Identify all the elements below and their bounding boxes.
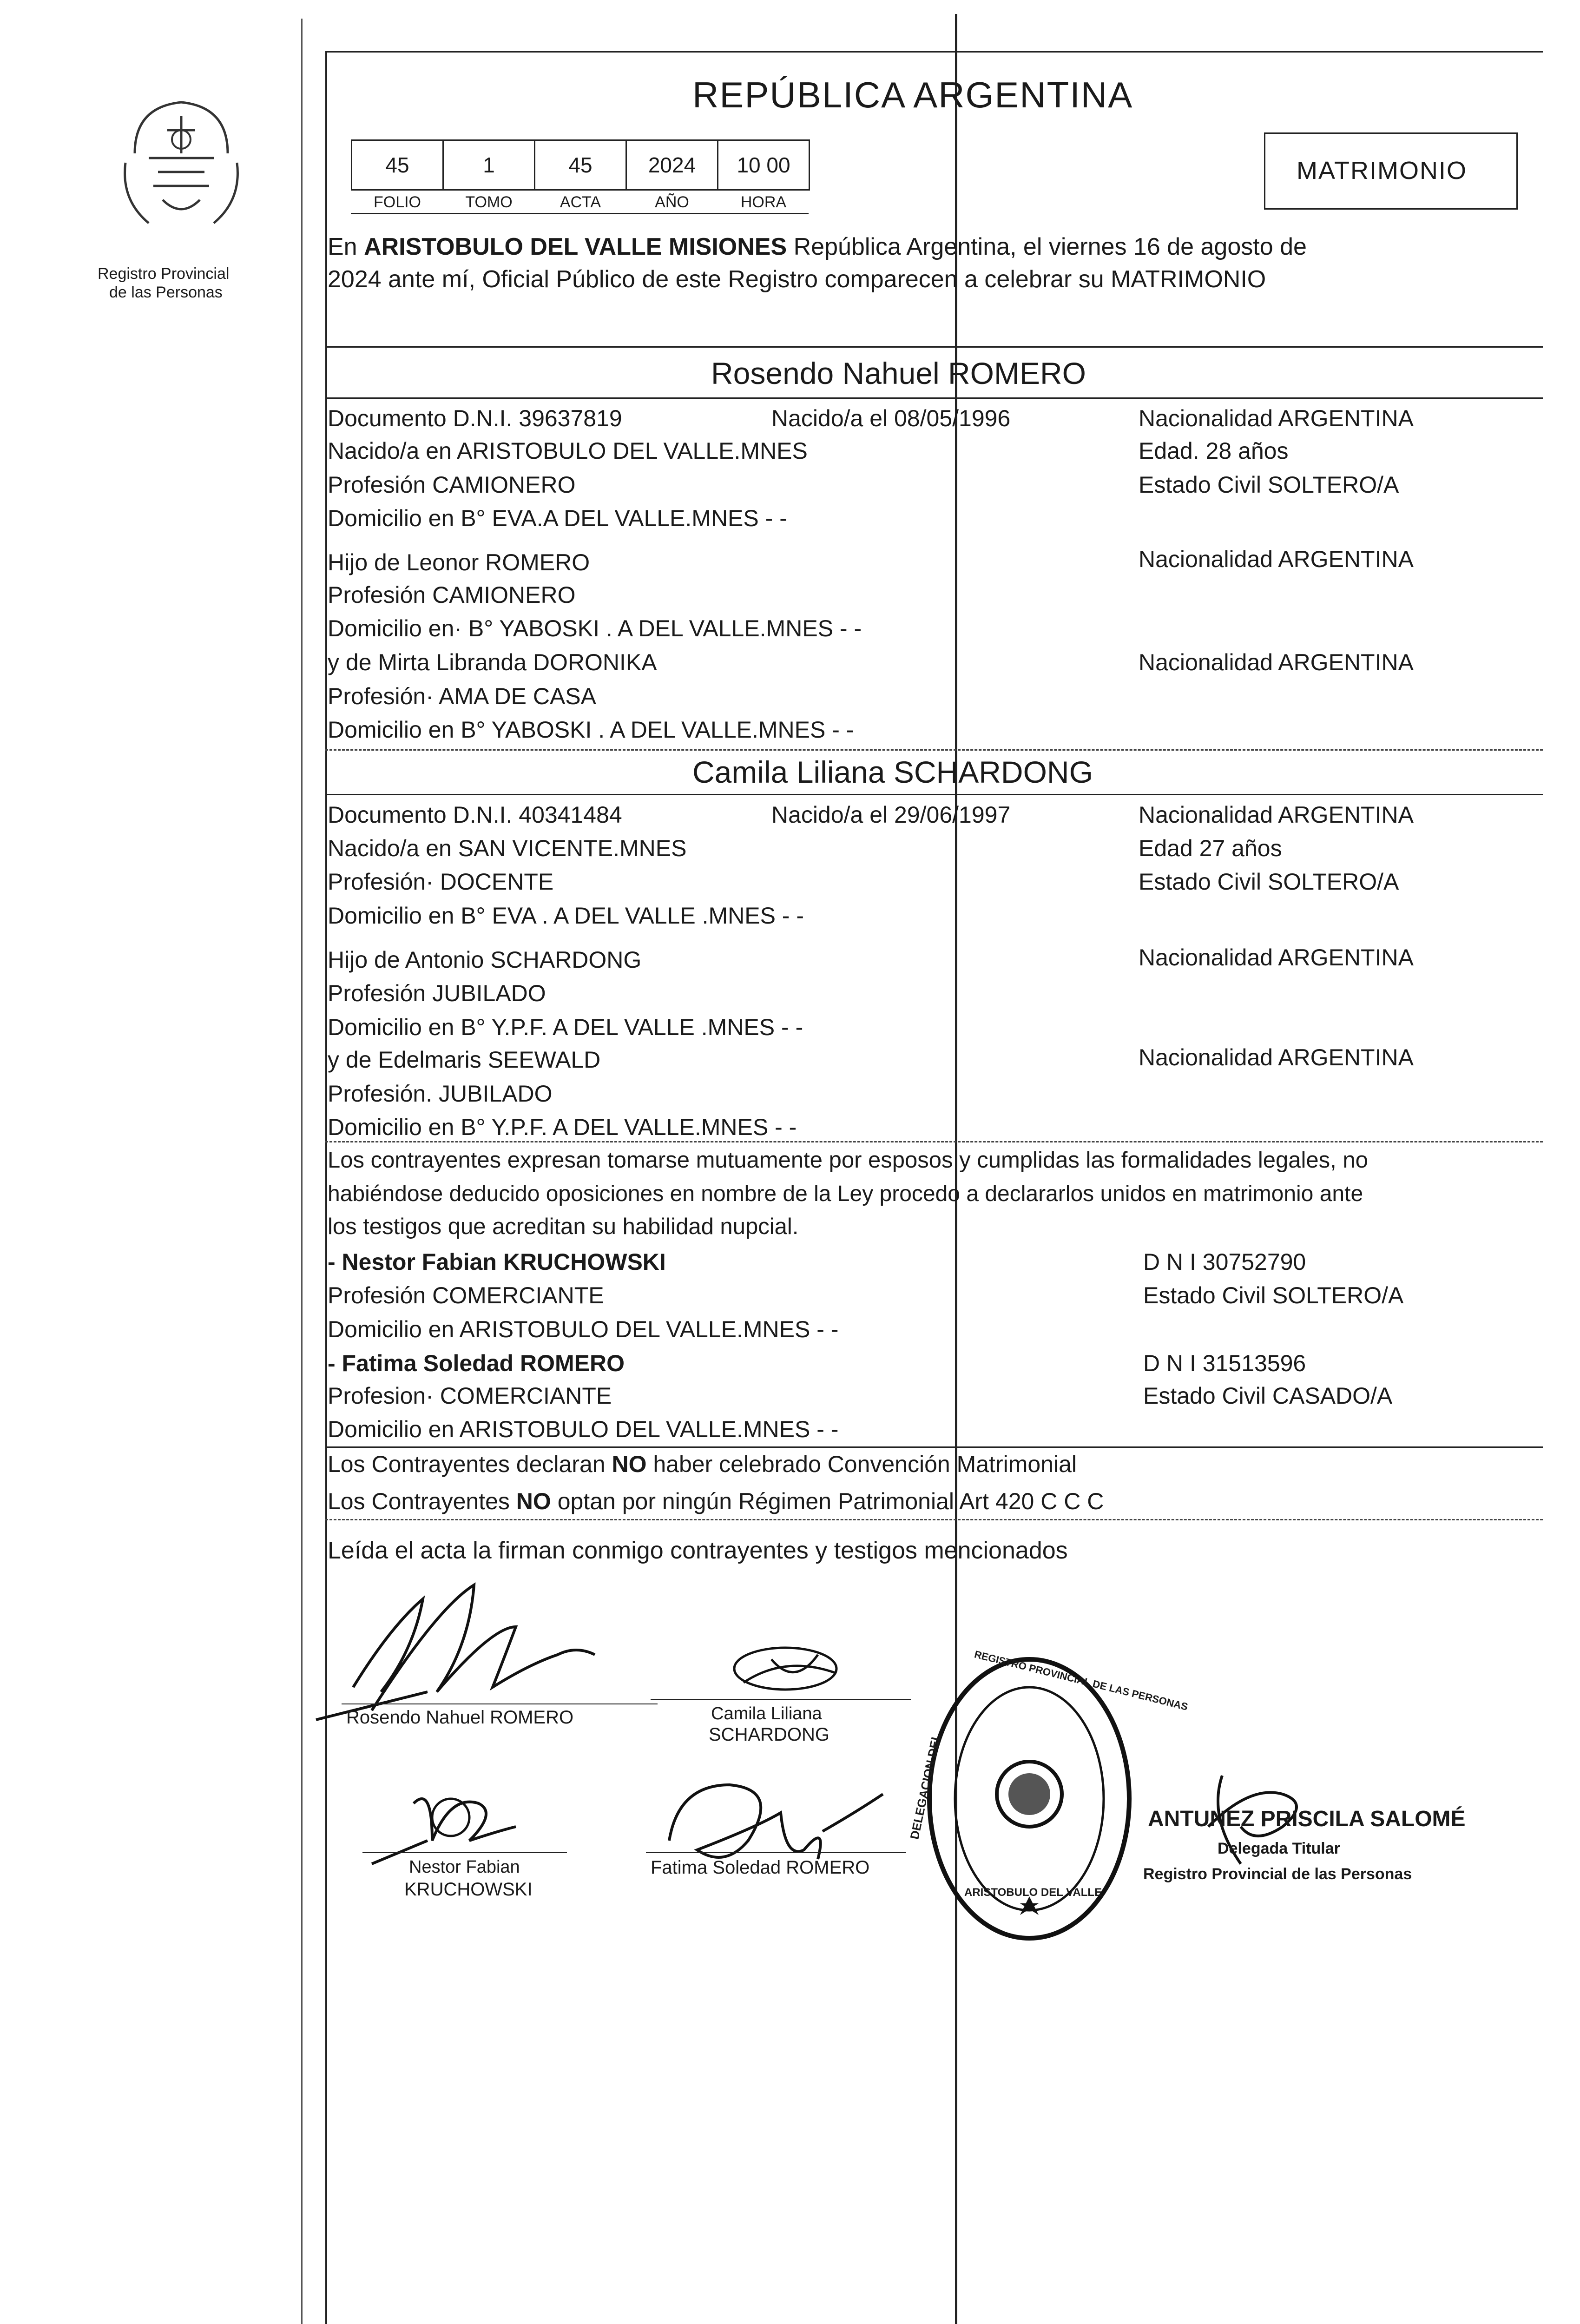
witness-2-name: - Fatima Soledad ROMERO bbox=[328, 1350, 625, 1376]
bride-name: Camila Liliana SCHARDONG bbox=[692, 755, 1093, 789]
bride-mother-profesion: Profesión. JUBILADO bbox=[328, 1081, 553, 1107]
declaration-line-2: habiéndose deducido oposiciones en nombre de la Ley procedo a declararlos unidos en matrimonio ante bbox=[328, 1182, 1363, 1206]
register-label-folio: FOLIO bbox=[373, 193, 421, 211]
witness-1-name: - Nestor Fabian KRUCHOWSKI bbox=[328, 1249, 666, 1275]
page-title: REPÚBLICA ARGENTINA bbox=[692, 74, 1133, 115]
intro-prefix: En bbox=[328, 233, 357, 260]
bride-nacido-en: Nacido/a en SAN VICENTE.MNES bbox=[328, 835, 687, 861]
left-frame-rule bbox=[325, 51, 327, 2324]
bride-father-nacionalidad: Nacionalidad ARGENTINA bbox=[1139, 944, 1414, 971]
register-label-hora: HORA bbox=[740, 193, 787, 211]
groom-mother: y de Mirta Libranda DORONIKA bbox=[328, 649, 657, 675]
convencion-clause-pre: Los Contrayentes declaran bbox=[328, 1451, 612, 1477]
convencion-clause bbox=[328, 1452, 1077, 1476]
bride-documento: Documento D.N.I. 40341484 bbox=[328, 802, 622, 828]
bride-estado-civil: Estado Civil SOLTERO/A bbox=[1139, 869, 1399, 895]
bride-mother-domicilio: Domicilio en B° Y.P.F. A DEL VALLE.MNES - - bbox=[328, 1114, 797, 1140]
logo-caption-line1: Registro Provincial bbox=[98, 265, 230, 283]
bride-father: Hijo de Antonio SCHARDONG bbox=[328, 947, 642, 973]
groom-mother-profesion: Profesión· AMA DE CASA bbox=[328, 683, 597, 709]
register-value-acta: 45 bbox=[534, 139, 627, 191]
groom-father: Hijo de Leonor ROMERO bbox=[328, 549, 590, 575]
regimen-clause-no: NO bbox=[516, 1488, 551, 1514]
groom-domicilio: Domicilio en B° EVA.A DEL VALLE.MNES - - bbox=[328, 505, 787, 531]
registry-emblem-icon bbox=[107, 88, 256, 242]
register-label-underline bbox=[351, 213, 809, 214]
groom-signature-line bbox=[342, 1703, 658, 1704]
bride-section-divider bbox=[325, 1141, 1543, 1144]
bride-edad: Edad 27 años bbox=[1139, 835, 1282, 861]
register-value-ano: 2024 bbox=[625, 139, 718, 191]
bride-father-profesion: Profesión JUBILADO bbox=[328, 980, 546, 1006]
regimen-clause bbox=[328, 1490, 1104, 1513]
official-seal-icon bbox=[925, 1655, 1134, 1943]
bride-nacido-el: Nacido/a el 29/06/1997 bbox=[771, 802, 1011, 828]
regimen-clause-pre: Los Contrayentes bbox=[328, 1488, 516, 1514]
bride-profesion: Profesión· DOCENTE bbox=[328, 869, 554, 895]
official-name: ANTUNEZ PRISCILA SALOMÉ bbox=[1148, 1807, 1466, 1831]
doc-type-label: MATRIMONIO bbox=[1297, 157, 1467, 185]
left-margin-rule bbox=[301, 19, 303, 2324]
bride-name-underline bbox=[325, 794, 1543, 795]
groom-section-divider bbox=[325, 749, 1543, 752]
declaration-line-1: Los contrayentes expresan tomarse mutuamente por esposos y cumplidas las formalidades legales, no bbox=[328, 1148, 1368, 1173]
intro-date: República Argentina, el viernes 16 de agosto de bbox=[793, 233, 1307, 260]
witness-1-profesion: Profesión COMERCIANTE bbox=[328, 1282, 604, 1308]
witness-1-signature-line bbox=[362, 1852, 567, 1853]
groom-signature-label: Rosendo Nahuel ROMERO bbox=[346, 1707, 574, 1728]
intro-place: ARISTOBULO DEL VALLE MISIONES bbox=[364, 233, 787, 260]
convencion-clause-post: haber celebrado Convención Matrimonial bbox=[646, 1451, 1077, 1477]
regimen-clause-post: optan por ningún Régimen Patrimonial Art 420 C C C bbox=[551, 1488, 1104, 1514]
witness-1-signature-label-2: KRUCHOWSKI bbox=[404, 1879, 533, 1900]
bride-mother-nacionalidad: Nacionalidad ARGENTINA bbox=[1139, 1044, 1414, 1070]
top-frame-rule bbox=[325, 51, 1543, 53]
witness-1-dni: D N I 30752790 bbox=[1143, 1249, 1306, 1275]
bride-signature-icon bbox=[716, 1641, 864, 1701]
groom-nacido-el: Nacido/a el 08/05/1996 bbox=[771, 405, 1011, 431]
register-value-folio: 45 bbox=[351, 139, 444, 191]
groom-father-nacionalidad: Nacionalidad ARGENTINA bbox=[1139, 546, 1414, 572]
groom-estado-civil: Estado Civil SOLTERO/A bbox=[1139, 472, 1399, 498]
groom-nacido-en: Nacido/a en ARISTOBULO DEL VALLE.MNES bbox=[328, 438, 808, 464]
bride-mother: y de Edelmaris SEEWALD bbox=[328, 1047, 601, 1073]
witness-1-domicilio: Domicilio en ARISTOBULO DEL VALLE.MNES - - bbox=[328, 1316, 839, 1342]
groom-edad: Edad. 28 años bbox=[1139, 438, 1289, 464]
groom-father-profesion: Profesión CAMIONERO bbox=[328, 582, 576, 608]
stamp-ring-text: REGISTRO PROVINCIAL DE LAS PERSONAS bbox=[973, 1648, 1189, 1713]
stamp-inner-text: ARISTOBULO DEL VALLE bbox=[964, 1886, 1102, 1899]
bride-signature-label-2: SCHARDONG bbox=[709, 1724, 830, 1745]
witness-1-signature-label-1: Nestor Fabian bbox=[409, 1857, 520, 1877]
groom-name-underline bbox=[325, 397, 1543, 399]
groom-signature-icon bbox=[297, 1571, 651, 1729]
register-value-hora: 10 00 bbox=[717, 139, 810, 191]
registry-logo bbox=[107, 88, 256, 242]
groom-father-domicilio: Domicilio en· B° YABOSKI . A DEL VALLE.MNES - - bbox=[328, 615, 862, 641]
intro-line-2: 2024 ante mí, Oficial Público de este Registro comparecen a celebrar su MATRIMONIO bbox=[328, 266, 1266, 293]
convencion-clause-no: NO bbox=[612, 1451, 647, 1477]
witness-2-profesion: Profesion· COMERCIANTE bbox=[328, 1383, 612, 1409]
clauses-divider bbox=[325, 1519, 1543, 1522]
witness-2-signature-label: Fatima Soledad ROMERO bbox=[651, 1857, 870, 1878]
witness-2-domicilio: Domicilio en ARISTOBULO DEL VALLE.MNES - - bbox=[328, 1416, 839, 1442]
official-stamp bbox=[925, 1655, 1134, 1943]
intro-divider bbox=[325, 346, 1543, 348]
closing-line: Leída el acta la firman conmigo contrayentes y testigos mencionados bbox=[328, 1537, 1068, 1564]
bride-nacionalidad: Nacionalidad ARGENTINA bbox=[1139, 802, 1414, 828]
groom-profesion: Profesión CAMIONERO bbox=[328, 472, 576, 498]
groom-name: Rosendo Nahuel ROMERO bbox=[711, 356, 1086, 390]
witness-2-dni: D N I 31513596 bbox=[1143, 1350, 1306, 1376]
official-role: Delegada Titular bbox=[1218, 1840, 1340, 1857]
register-value-tomo: 1 bbox=[442, 139, 535, 191]
bride-signature-label-1: Camila Liliana bbox=[711, 1704, 822, 1723]
groom-documento: Documento D.N.I. 39637819 bbox=[328, 405, 622, 431]
bride-domicilio: Domicilio en B° EVA . A DEL VALLE .MNES - - bbox=[328, 903, 804, 929]
groom-mother-nacionalidad: Nacionalidad ARGENTINA bbox=[1139, 649, 1414, 675]
intro-line-1 bbox=[328, 235, 1307, 259]
bride-father-domicilio: Domicilio en B° Y.P.F. A DEL VALLE .MNES - - bbox=[328, 1014, 803, 1040]
witness-1-estado-civil: Estado Civil SOLTERO/A bbox=[1143, 1282, 1404, 1308]
bride-signature-line bbox=[651, 1699, 911, 1700]
declaration-line-3: los testigos que acreditan su habilidad nupcial. bbox=[328, 1214, 799, 1239]
official-office: Registro Provincial de las Personas bbox=[1143, 1865, 1412, 1883]
witness-section-divider bbox=[325, 1446, 1543, 1448]
register-label-ano: AÑO bbox=[655, 193, 689, 211]
witness-2-signature-line bbox=[646, 1852, 906, 1853]
groom-nacionalidad: Nacionalidad ARGENTINA bbox=[1139, 405, 1414, 431]
logo-caption-line2: de las Personas bbox=[109, 284, 223, 301]
register-label-tomo: TOMO bbox=[465, 193, 513, 211]
stamp-left-text: DELEGACION DEL bbox=[907, 1732, 944, 1841]
witness-2-estado-civil: Estado Civil CASADO/A bbox=[1143, 1383, 1393, 1409]
groom-mother-domicilio: Domicilio en B° YABOSKI . A DEL VALLE.MNES - - bbox=[328, 717, 854, 743]
register-label-acta: ACTA bbox=[560, 193, 601, 211]
